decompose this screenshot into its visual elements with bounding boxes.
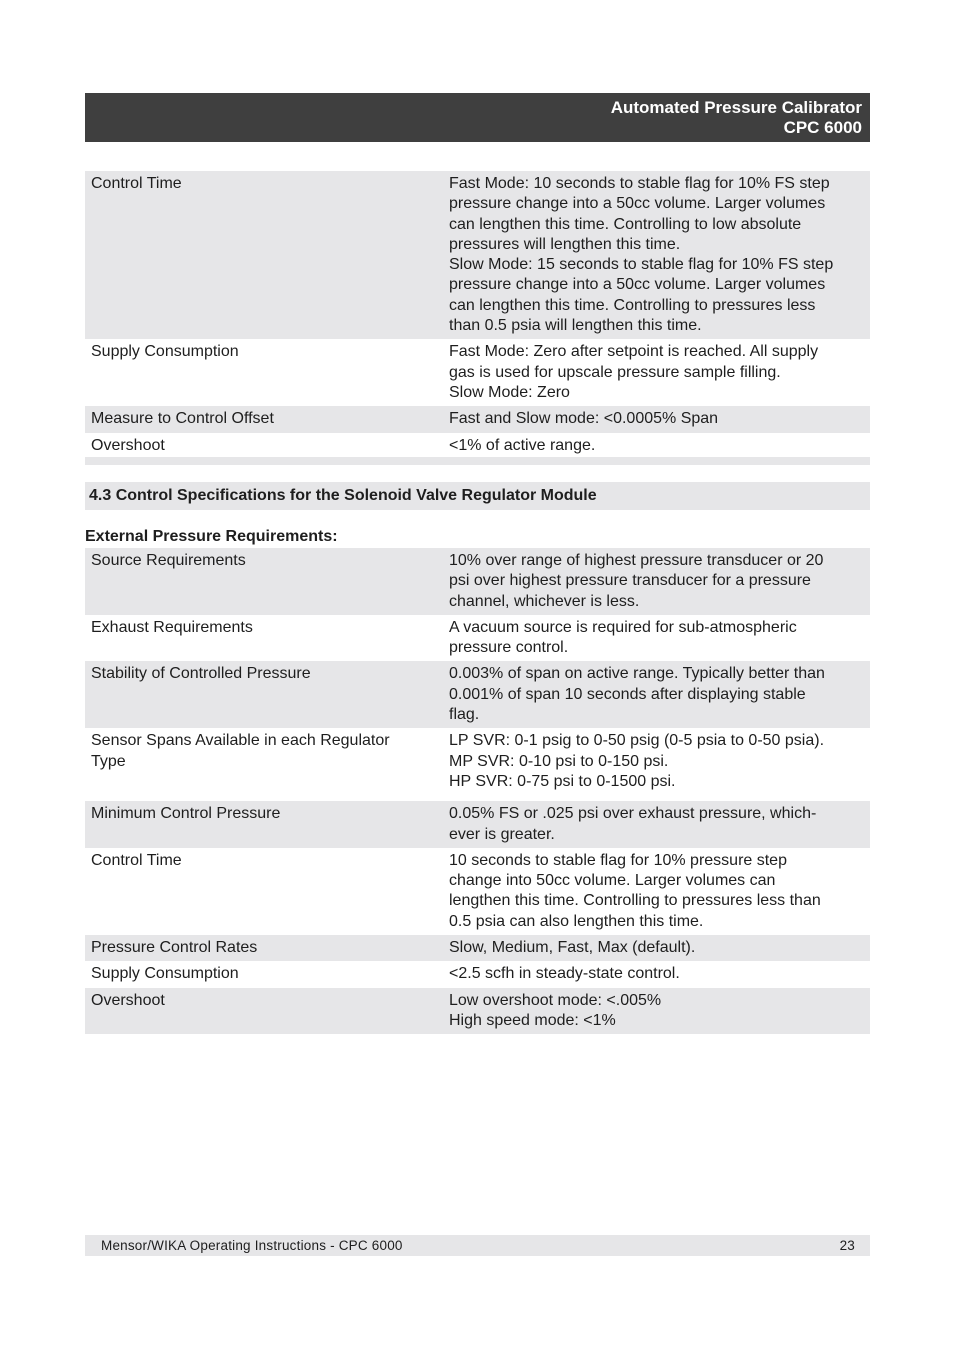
spec-table-solenoid [85,548,870,1034]
row-label: Overshoot [91,436,165,454]
table-row [85,171,870,339]
table-row [85,615,870,662]
row-label: Source Requirements [85,548,437,615]
row-label: Stability of Controlled Pressure [85,661,437,728]
row-value: <1% of active range. [449,436,596,454]
document-header [85,93,870,142]
row-label: Exhaust Requirements [91,618,253,636]
row-value: 0.05% FS or .025 psi over exhaust pressure, which- ever is greater. [437,801,870,848]
table-row [85,848,870,935]
row-label: Measure to Control Offset [85,406,437,432]
table-row [85,661,870,728]
row-label: Overshoot [85,988,437,1035]
row-value: 0.003% of span on active range. Typically better than 0.001% of span 10 seconds after displaying stable flag. [437,661,870,728]
table-row [85,548,870,615]
row-value: 10% over range of highest pressure transducer or 20 psi over highest pressure transducer for a pressure channel, whichever is less. [437,548,870,615]
table-row [85,406,870,432]
table-row [85,728,870,801]
page-footer [85,1235,870,1256]
row-label: Supply Consumption [91,965,239,983]
table-end-strip [85,457,870,465]
spec-table-performance [85,171,870,459]
page-number: 23 [839,1238,855,1253]
row-value: A vacuum source is required for sub-atmospheric pressure control. [449,618,797,657]
row-label: Control Time [85,171,437,339]
row-value: Low overshoot mode: <.005% High speed mode: <1% [437,988,870,1035]
table-row [85,988,870,1035]
row-label: Sensor Spans Available in each Regulator Type [91,732,390,770]
row-value: Fast Mode: Zero after setpoint is reached. All supply gas is used for upscale pressure sample filling. Slow Mode: Zero [449,343,819,401]
row-value: LP SVR: 0-1 psig to 0-50 psig (0-5 psia to 0-50 psia). MP SVR: 0-10 psi to 0-150 psi. HP SVR: 0-75 psi to 0-1500 psi. [449,732,825,790]
table-row [85,935,870,961]
section-heading: 4.3 Control Specifications for the Solenoid Valve Regulator Module [85,482,870,510]
subheading: External Pressure Requirements: [85,528,338,545]
row-label: Control Time [91,851,182,869]
row-value: Fast and Slow mode: <0.0005% Span [437,406,870,432]
row-value: <2.5 scfh in steady-state control. [449,965,680,983]
row-value: Slow, Medium, Fast, Max (default). [437,935,870,961]
table-row [85,339,870,406]
row-value: Fast Mode: 10 seconds to stable flag for 10% FS step pressure change into a 50cc volume. Larger volumes can lengthen this time. Controlling to low absolute pressures will lengthen this time. Slow Mode: 15 seconds to stable flag for 10% FS step pressure change into a 50cc volume. Larger volumes can lengthen this time. Controlling to pressures less than 0.5 psia will lengthen this time. [437,171,870,339]
header-title-line1: Automated Pressure Calibrator [610,98,862,117]
footer-text: Mensor/WIKA Operating Instructions - CPC 6000 [101,1238,403,1253]
table-row [85,961,870,987]
row-value: 10 seconds to stable flag for 10% pressure step change into 50cc volume. Larger volumes can lengthen this time. Controlling to pressures less than 0.5 psia can also lengthen this time. [449,851,821,930]
row-label: Pressure Control Rates [85,935,437,961]
header-title-line2: CPC 6000 [783,118,862,137]
row-label: Supply Consumption [91,343,239,361]
table-row [85,433,870,459]
row-label: Minimum Control Pressure [85,801,437,848]
table-row [85,801,870,848]
